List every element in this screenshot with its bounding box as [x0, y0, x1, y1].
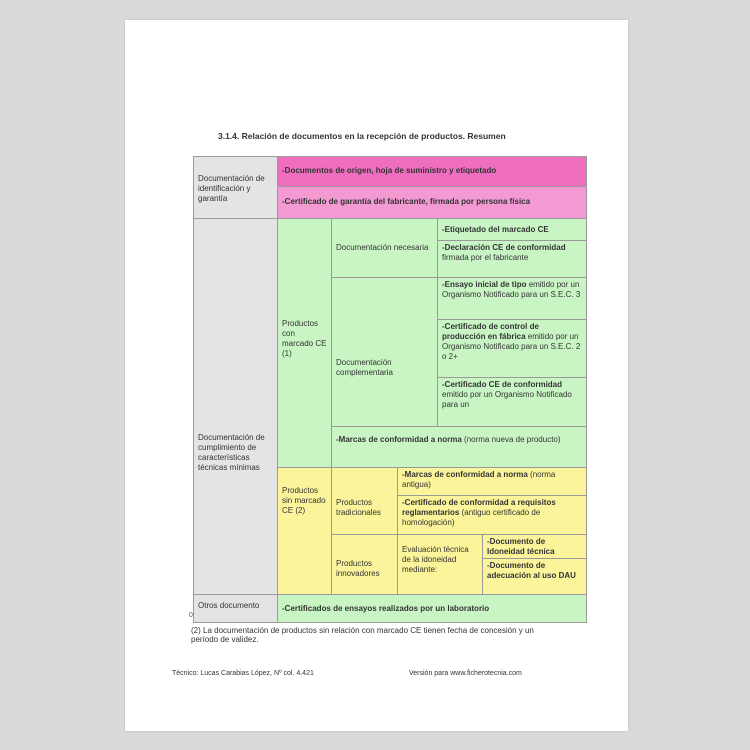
- complementaria-item-1: -Ensayo inicial de tipo emitido por un Organismo Notificado para un S.E.C. 3: [437, 277, 587, 320]
- footnote: (2) La documentación de productos sin relación con marcado CE tienen fecha de concesión y un período de validez.: [191, 626, 534, 644]
- otros-row: -Certificados de ensayos realizados por un laboratorio: [277, 594, 587, 623]
- tradicionales-label: Productos tradicionales: [331, 467, 398, 535]
- pink-row-1: -Documentos de origen, hoja de suministro y etiquetado: [277, 156, 587, 187]
- pink-row-2: -Certificado de garantía del fabricante, firmada por persona física: [277, 186, 587, 219]
- tradicionales-item-1: -Marcas de conformidad a norma (norma antigua): [397, 467, 587, 496]
- complementaria-item-2: -Certificado de control de producción en fábrica emitido por un Organismo Notificado para un S.E.C. 2 o 2+: [437, 319, 587, 378]
- ident-label: Documentación de identificación y garantía: [193, 156, 278, 219]
- footer-version: Versión para www.ficherotecnia.com: [409, 670, 522, 677]
- evaluacion-label: Evaluación técnica de la idoneidad mediante:: [397, 534, 483, 595]
- footer-author: Técnico: Lucas Carabias López, Nº col. 4.421: [172, 670, 314, 677]
- necesaria-label: Documentación necesaria: [331, 218, 438, 278]
- complementaria-label: Documentación complementaria: [331, 277, 438, 427]
- side-mark: 0: [189, 612, 193, 619]
- otros-label: Otros documento: [193, 594, 278, 623]
- cumplimiento-label: Documentación de cumplimiento de características técnicas mínimas: [193, 218, 278, 595]
- tradicionales-item-2: -Certificado de conformidad a requisitos reglamentarios (antiguo certificado de homologación): [397, 495, 587, 535]
- section-title: 3.1.4. Relación de documentos en la recepción de productos. Resumen: [218, 131, 506, 141]
- innovadores-label: Productos innovadores: [331, 534, 398, 595]
- necesaria-item-2: -Declaración CE de conformidad firmada por el fabricante: [437, 240, 587, 278]
- innovadores-item-2: -Documento de adecuación al uso DAU: [482, 558, 587, 595]
- sin-marcado-label: Productos sin marcado CE (2): [277, 467, 332, 595]
- con-marcado-label: Productos con marcado CE (1): [277, 218, 332, 468]
- complementaria-item-3: -Certificado CE de conformidad emitido por un Organismo Notificado para un: [437, 377, 587, 427]
- innovadores-item-1: -Documento de Idoneidad técnica: [482, 534, 587, 559]
- marcas-norma-nueva: -Marcas de conformidad a norma (norma nueva de producto): [331, 426, 587, 468]
- necesaria-item-1: -Etiquetado del marcado CE: [437, 218, 587, 241]
